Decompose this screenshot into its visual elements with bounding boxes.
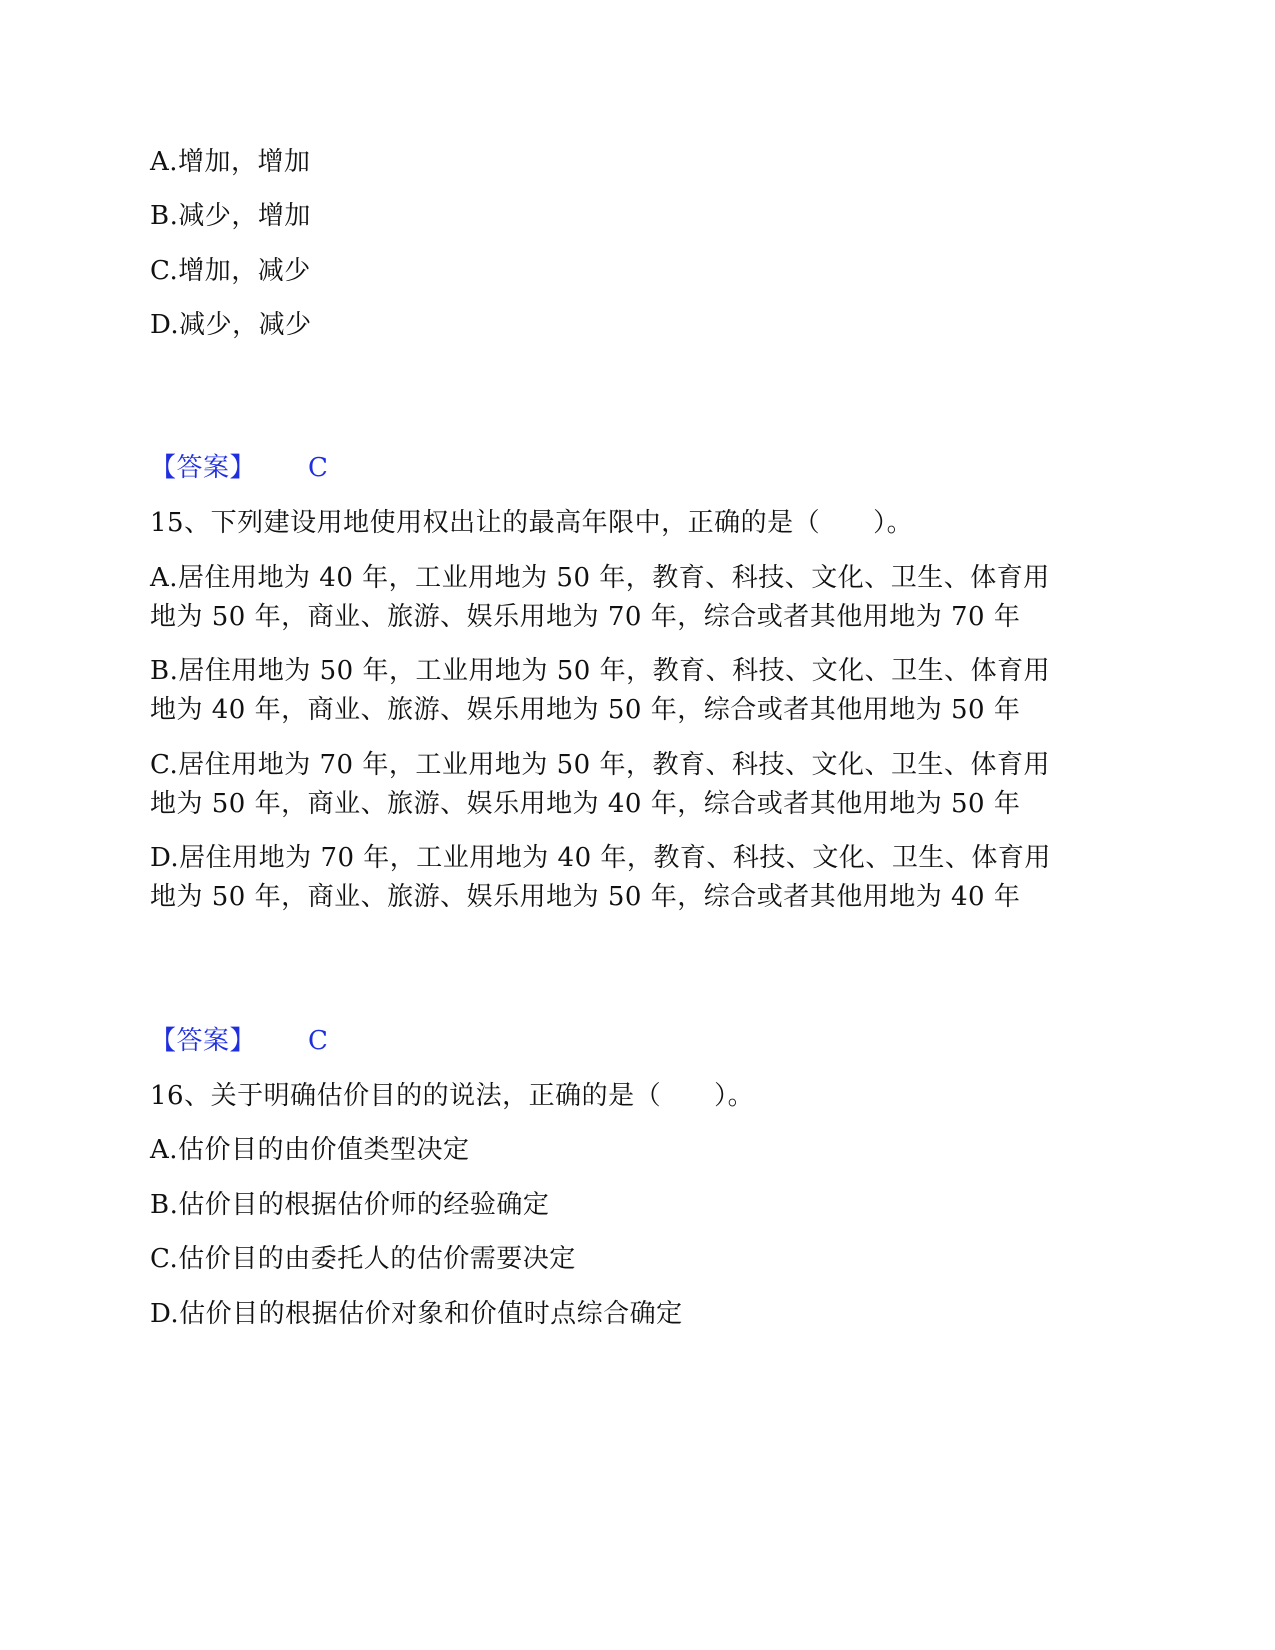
q16-option-a: A.估价目的由价值类型决定	[150, 1135, 470, 1165]
q16-option-d: D.估价目的根据估价对象和价值时点综合确定	[150, 1299, 683, 1329]
q14-option-b: B.减少，增加	[150, 201, 311, 231]
q15-answer	[150, 1026, 328, 1056]
q14-option-a: A.增加，增加	[150, 147, 311, 177]
q15-option-a-line1: A.居住用地为 40 年，工业用地为 50 年，教育、科技、文化、卫生、体育用	[150, 563, 1050, 593]
q14-option-c: C.增加，减少	[150, 256, 311, 286]
q15-option-d-line2: 地为 50 年，商业、旅游、娱乐用地为 50 年，综合或者其他用地为 40 年	[150, 882, 1021, 912]
q16-option-b: B.估价目的根据估价师的经验确定	[150, 1190, 550, 1220]
answer-value: C	[308, 1026, 329, 1056]
q14-option-d: D.减少，减少	[150, 310, 312, 340]
answer-label: 【答案】	[150, 1026, 257, 1056]
q15-option-c-line1: C.居住用地为 70 年，工业用地为 50 年，教育、科技、文化、卫生、体育用	[150, 750, 1050, 780]
q16-option-c: C.估价目的由委托人的估价需要决定	[150, 1244, 576, 1274]
q15-option-b-line2: 地为 40 年，商业、旅游、娱乐用地为 50 年，综合或者其他用地为 50 年	[150, 695, 1021, 725]
q16-question: 16、关于明确估价目的的说法，正确的是（ ）。	[150, 1081, 755, 1111]
q15-option-a-line2: 地为 50 年，商业、旅游、娱乐用地为 70 年，综合或者其他用地为 70 年	[150, 602, 1021, 632]
q15-option-c-line2: 地为 50 年，商业、旅游、娱乐用地为 40 年，综合或者其他用地为 50 年	[150, 789, 1021, 819]
answer-label: 【答案】	[150, 453, 257, 483]
answer-value: C	[308, 453, 329, 483]
q15-option-b-line1: B.居住用地为 50 年，工业用地为 50 年，教育、科技、文化、卫生、体育用	[150, 656, 1051, 686]
q15-question: 15、下列建设用地使用权出让的最高年限中，正确的是（ ）。	[150, 508, 914, 538]
q14-answer	[150, 453, 328, 483]
q15-option-d-line1: D.居住用地为 70 年，工业用地为 40 年，教育、科技、文化、卫生、体育用	[150, 843, 1051, 873]
